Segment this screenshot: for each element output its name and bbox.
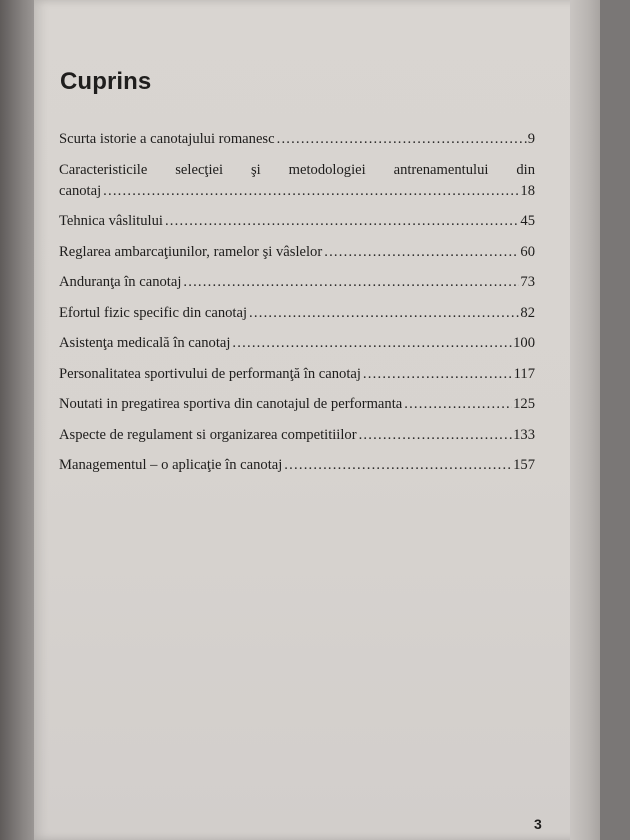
toc-entry-title: Efortul fizic specific din canotaj <box>59 304 248 321</box>
page-number: 3 <box>534 816 542 832</box>
toc-leader-dots <box>404 395 512 414</box>
toc-entry <box>59 365 535 384</box>
toc-entry-title: Asistenţa medicală în canotaj <box>59 335 231 351</box>
toc-entry <box>59 212 535 231</box>
toc-entry <box>59 130 535 149</box>
toc-entry-page: 133 <box>513 426 535 443</box>
toc-leader-dots <box>277 130 527 149</box>
toc-entry-page: 45 <box>520 213 535 229</box>
book-spine-shadow <box>0 0 34 840</box>
toc-entry-page: 18 <box>520 182 535 199</box>
toc-entry-page: 100 <box>513 335 535 351</box>
toc-entry <box>59 426 535 445</box>
toc-entry-title: Caracteristicile selecţiei şi metodologiei antrenamentului din <box>59 161 535 178</box>
toc-entry-page: 60 <box>520 243 535 260</box>
toc-leader-dots <box>249 304 519 323</box>
toc-entry-title: Managementul – o aplicaţie în canotaj <box>59 457 283 473</box>
toc-entry-page: 157 <box>513 457 535 473</box>
toc-entry-page: 9 <box>527 131 535 147</box>
toc-entry-page: 82 <box>520 304 535 321</box>
toc-leader-dots <box>324 243 519 262</box>
toc-entry-page: 117 <box>513 365 535 382</box>
toc-entry <box>59 273 535 292</box>
toc-entry-page: 125 <box>513 396 535 412</box>
toc-entry-title: Noutati in pregatirea sportiva din canotajul de performanta <box>59 396 403 412</box>
toc-entry-title: Personalitatea sportivului de performanţă în canotaj <box>59 365 361 382</box>
toc-leader-dots <box>363 365 513 384</box>
toc-leader-dots <box>103 182 519 201</box>
toc-entry-page: 73 <box>520 274 535 290</box>
toc-leader-dots <box>232 334 512 353</box>
toc-entry <box>59 304 535 323</box>
toc-entry <box>59 456 535 475</box>
toc-entry-continuation <box>59 182 535 201</box>
toc-leader-dots <box>165 212 519 231</box>
toc-entry-title: Scurta istorie a canotajului romanesc <box>59 131 275 147</box>
toc-entry-title-continued: canotaj <box>59 182 102 199</box>
toc-entry <box>59 395 535 414</box>
toc-leader-dots <box>284 456 512 475</box>
toc-entry <box>59 161 535 201</box>
toc-entry-title: Anduranţa în canotaj <box>59 274 182 290</box>
page-edge <box>570 0 600 840</box>
toc-entry <box>59 334 535 353</box>
page-title: Cuprins <box>60 68 152 95</box>
toc-entry-title: Aspecte de regulament si organizarea competitiilor <box>59 426 357 443</box>
toc-leader-dots <box>359 426 513 445</box>
toc-entry-title: Tehnica vâslitului <box>59 213 163 229</box>
toc-entry-title: Reglarea ambarcaţiunilor, ramelor şi vâslelor <box>59 243 323 260</box>
toc-leader-dots <box>183 273 519 292</box>
table-of-contents <box>59 130 535 487</box>
toc-entry <box>59 243 535 262</box>
